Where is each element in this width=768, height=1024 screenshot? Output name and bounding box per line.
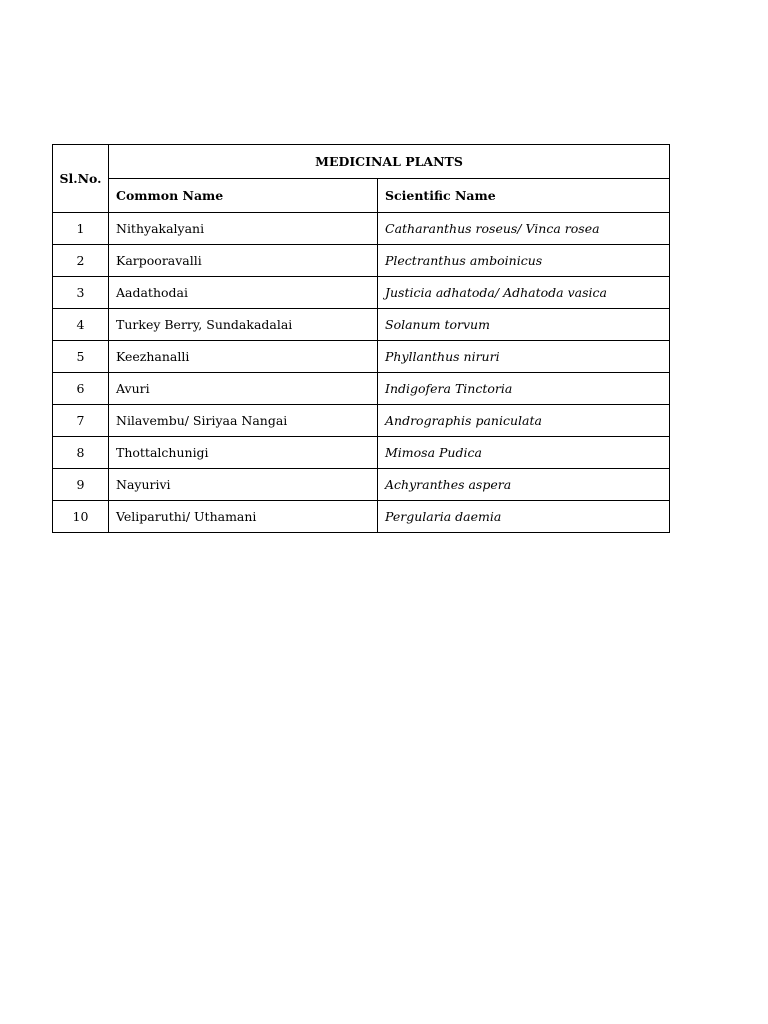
scientific-name-cell: Catharanthus roseus/ Vinca rosea [378, 213, 670, 245]
scientific-name-cell: Pergularia daemia [378, 501, 670, 533]
sl-no-cell: 5 [53, 341, 109, 373]
table-row [53, 501, 670, 533]
sl-no-cell: 1 [53, 213, 109, 245]
sl-no-cell: 7 [53, 405, 109, 437]
table-row [53, 405, 670, 437]
sl-no-cell: 9 [53, 469, 109, 501]
group-header-row [53, 145, 670, 179]
common-name-cell: Thottalchunigi [109, 437, 378, 469]
table-row [53, 437, 670, 469]
sl-no-cell: 8 [53, 437, 109, 469]
common-name-cell: Nithyakalyani [109, 213, 378, 245]
scientific-name-cell: Justicia adhatoda/ Adhatoda vasica [378, 277, 670, 309]
scientific-name-cell: Mimosa Pudica [378, 437, 670, 469]
table-row [53, 213, 670, 245]
scientific-name-cell: Achyranthes aspera [378, 469, 670, 501]
scientific-name-cell: Solanum torvum [378, 309, 670, 341]
column-header-row [53, 179, 670, 213]
sl-no-cell: 2 [53, 245, 109, 277]
sl-no-header: Sl.No. [53, 145, 109, 213]
common-name-header: Common Name [109, 179, 378, 213]
scientific-name-cell: Phyllanthus niruri [378, 341, 670, 373]
scientific-name-cell: Andrographis paniculata [378, 405, 670, 437]
sl-no-cell: 6 [53, 373, 109, 405]
sl-no-cell: 3 [53, 277, 109, 309]
common-name-cell: Turkey Berry, Sundakadalai [109, 309, 378, 341]
common-name-cell: Veliparuthi/ Uthamani [109, 501, 378, 533]
scientific-name-cell: Plectranthus amboinicus [378, 245, 670, 277]
common-name-cell: Karpooravalli [109, 245, 378, 277]
common-name-cell: Keezhanalli [109, 341, 378, 373]
table-row [53, 245, 670, 277]
scientific-name-cell: Indigofera Tinctoria [378, 373, 670, 405]
common-name-cell: Nilavembu/ Siriyaa Nangai [109, 405, 378, 437]
common-name-cell: Aadathodai [109, 277, 378, 309]
table-row [53, 277, 670, 309]
table-row [53, 469, 670, 501]
table-row [53, 341, 670, 373]
table-title: MEDICINAL PLANTS [109, 145, 670, 179]
common-name-cell: Nayurivi [109, 469, 378, 501]
common-name-cell: Avuri [109, 373, 378, 405]
sl-no-cell: 4 [53, 309, 109, 341]
table-row [53, 373, 670, 405]
table-row [53, 309, 670, 341]
sl-no-cell: 10 [53, 501, 109, 533]
medicinal-plants-table [52, 144, 670, 533]
scientific-name-header: Scientific Name [378, 179, 670, 213]
